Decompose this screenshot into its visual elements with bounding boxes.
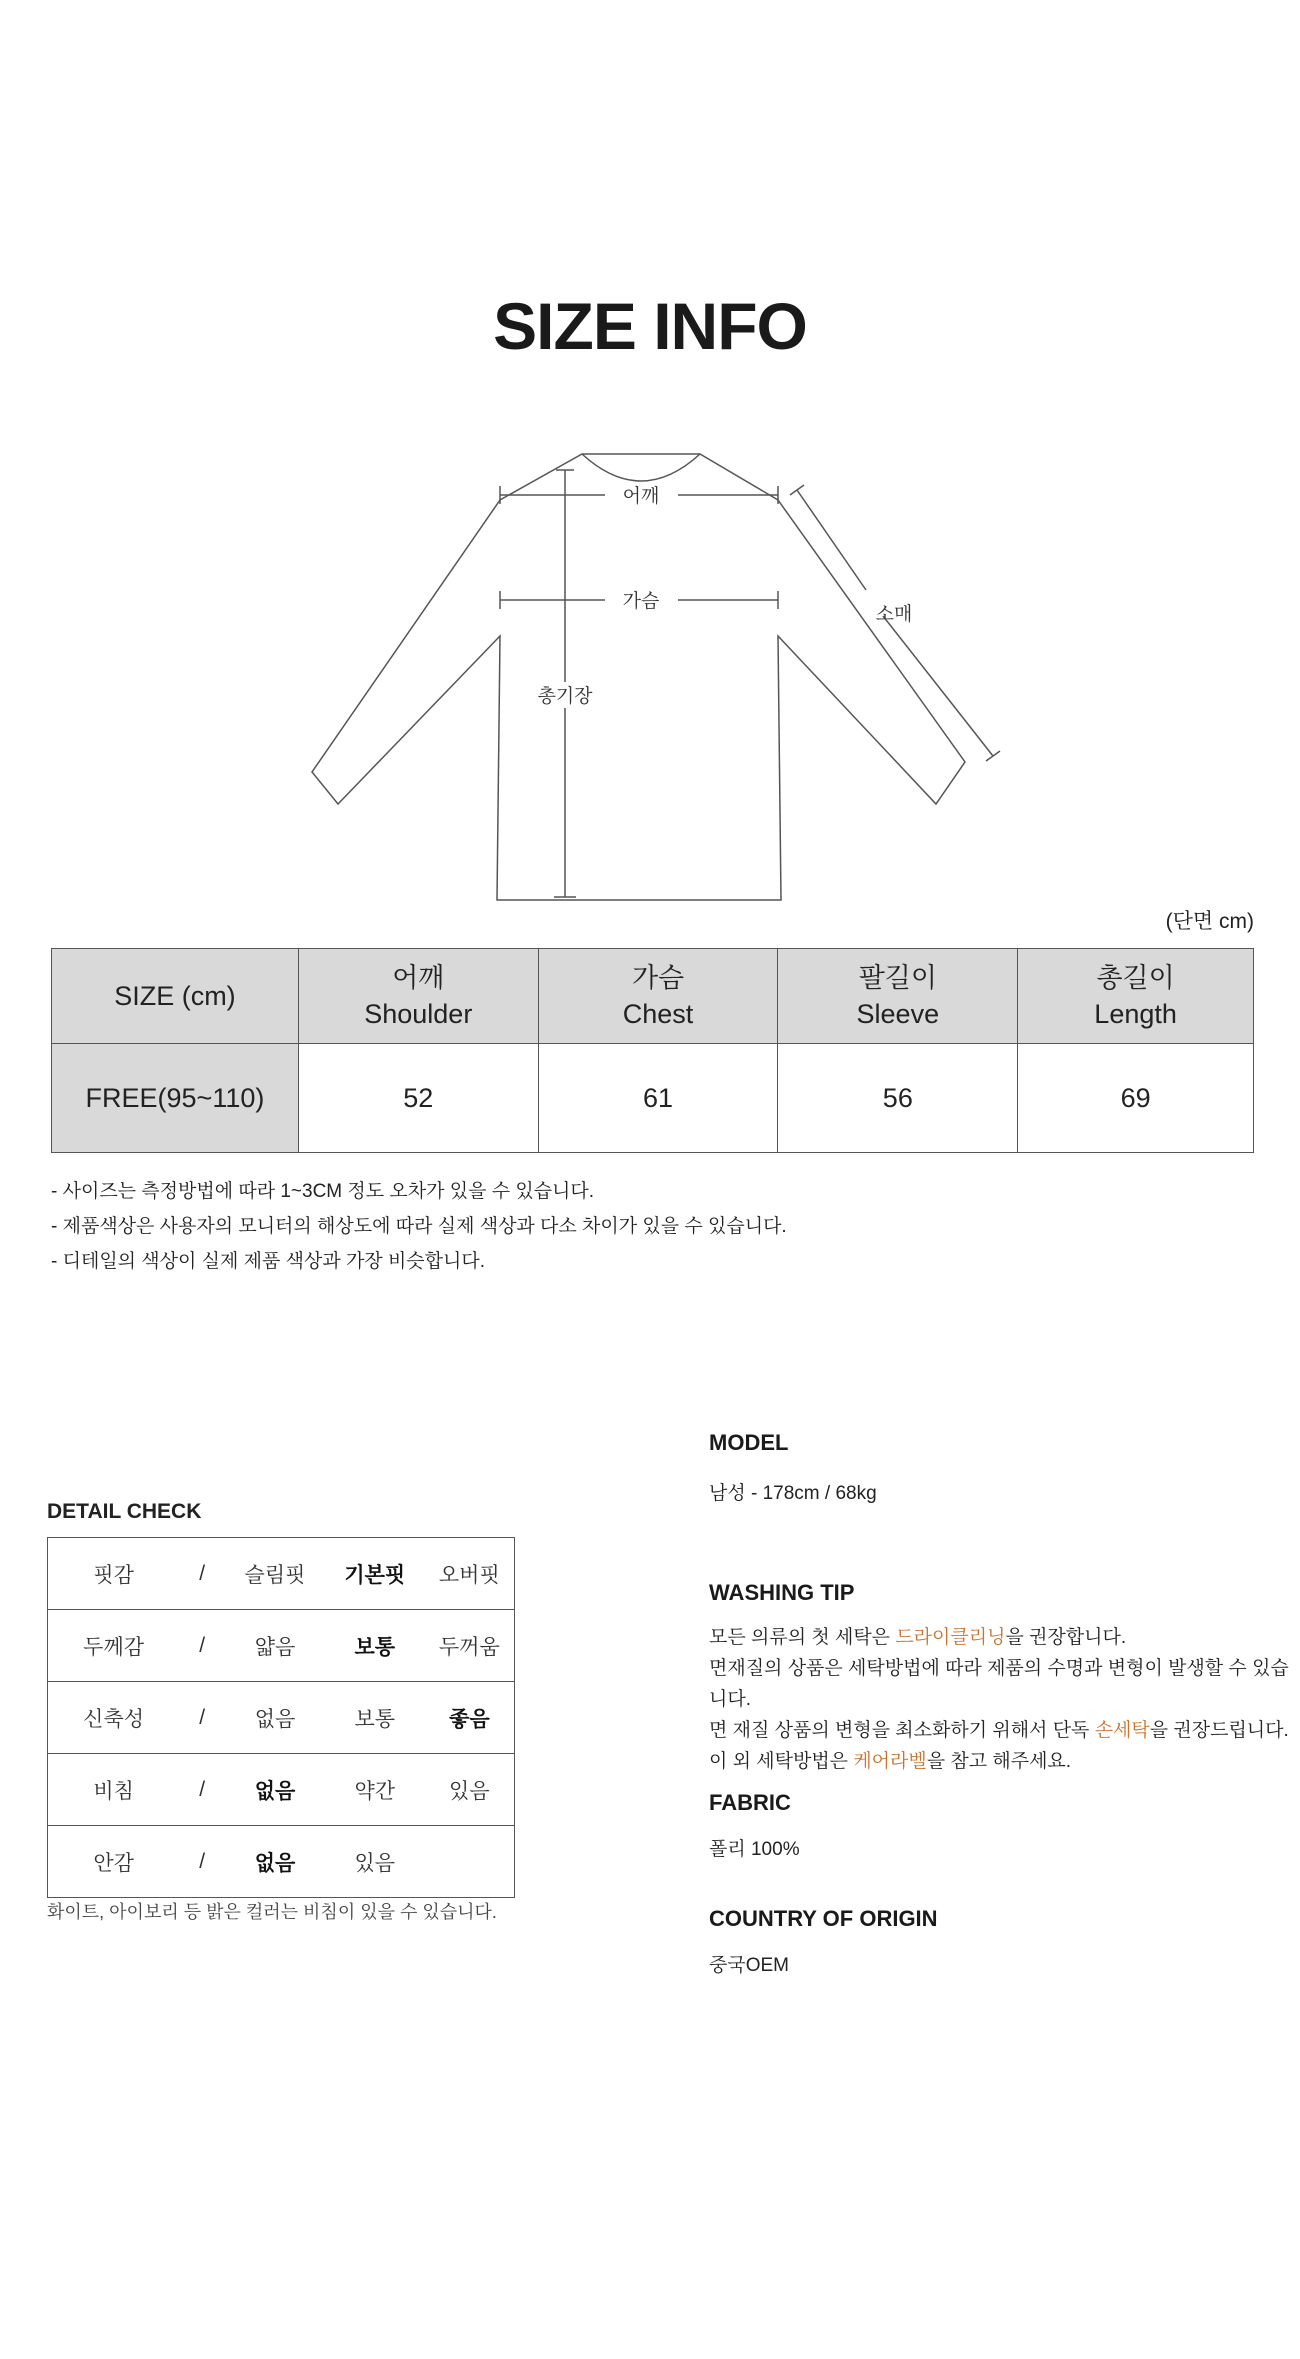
header-shoulder: 어깨 Shoulder	[298, 949, 538, 1044]
detail-label: 두께감	[48, 1610, 180, 1682]
chest-value: 61	[538, 1044, 778, 1153]
header-sleeve: 팔길이 Sleeve	[778, 949, 1018, 1044]
fabric-section	[709, 1790, 800, 1865]
detail-option-selected: 좋음	[425, 1682, 515, 1754]
detail-option	[425, 1826, 515, 1898]
washing-title: WASHING TIP	[709, 1580, 855, 1605]
shoulder-value: 52	[298, 1044, 538, 1153]
origin-text: 중국OEM	[709, 1955, 789, 1976]
detail-row	[48, 1754, 515, 1826]
model-text: 남성 - 178cm / 68kg	[709, 1483, 877, 1504]
neckline	[582, 454, 700, 481]
detail-option-selected: 없음	[225, 1754, 325, 1826]
detail-option: 슬림핏	[225, 1538, 325, 1610]
note-item: - 사이즈는 측정방법에 따라 1~3CM 정도 오차가 있을 수 있습니다.	[51, 1181, 595, 1202]
garment-outline	[312, 454, 965, 900]
detail-option: 얇음	[225, 1610, 325, 1682]
detail-row	[48, 1610, 515, 1682]
highlight-text: 케어라벨	[853, 1751, 927, 1772]
washing-line: 이 외 세탁방법은 케어라벨을 참고 해주세요.	[709, 1751, 1072, 1772]
note-item: - 제품색상은 사용자의 모니터의 해상도에 따라 실제 색상과 다소 차이가 있을 수 있습니다.	[51, 1216, 787, 1237]
model-section	[709, 1430, 877, 1509]
detail-option-selected: 기본핏	[325, 1538, 425, 1610]
size-table	[51, 948, 1254, 1153]
fabric-title: FABRIC	[709, 1790, 791, 1815]
length-label: 총기장	[537, 686, 593, 707]
chest-label: 가슴	[622, 591, 660, 612]
detail-label: 핏감	[48, 1538, 180, 1610]
length-value: 69	[1018, 1044, 1254, 1153]
detail-option: 오버핏	[425, 1538, 515, 1610]
detail-row	[48, 1826, 515, 1898]
detail-option: 두꺼움	[425, 1610, 515, 1682]
detail-option: 있음	[354, 1851, 396, 1875]
header-chest: 가슴 Chest	[538, 949, 778, 1044]
detail-separator: /	[179, 1682, 225, 1754]
detail-option: 보통	[325, 1682, 425, 1754]
washing-line: 모든 의류의 첫 세탁은 드라이클리닝을 권장합니다.	[709, 1627, 1127, 1648]
detail-row	[48, 1538, 515, 1610]
detail-check-title: DETAIL CHECK	[47, 1500, 202, 1523]
origin-section	[709, 1906, 938, 1981]
detail-separator: /	[179, 1754, 225, 1826]
garment-diagram	[300, 440, 1020, 910]
origin-title: COUNTRY OF ORIGIN	[709, 1906, 938, 1931]
sleeve-line-bottom	[883, 616, 993, 756]
shoulder-label: 어깨	[622, 486, 660, 507]
detail-label: 신축성	[48, 1682, 180, 1754]
sleeve-label: 소매	[875, 604, 913, 625]
highlight-text: 손세탁	[1094, 1720, 1150, 1741]
table-row	[52, 1044, 1254, 1153]
detail-option: 약간	[325, 1754, 425, 1826]
note-item: - 디테일의 색상이 실제 제품 색상과 가장 비슷합니다.	[51, 1251, 485, 1272]
detail-separator: /	[179, 1538, 225, 1610]
detail-separator: /	[179, 1610, 225, 1682]
header-length: 총길이 Length	[1018, 949, 1254, 1044]
washing-section	[709, 1580, 1300, 1777]
detail-option-selected: 보통	[325, 1610, 425, 1682]
detail-separator: /	[199, 1849, 206, 1873]
detail-option: 없음	[225, 1682, 325, 1754]
model-title: MODEL	[709, 1430, 789, 1455]
sleeve-value: 56	[778, 1044, 1018, 1153]
size-notes	[51, 1176, 787, 1281]
detail-label: 안감	[93, 1851, 134, 1875]
size-table-header	[52, 949, 1254, 1044]
detail-check-table	[47, 1537, 515, 1898]
detail-row	[48, 1682, 515, 1754]
size-cell: FREE(95~110)	[52, 1044, 299, 1153]
highlight-text: 드라이클리닝	[895, 1627, 1006, 1648]
washing-line: 면 재질 상품의 변형을 최소화하기 위해서 단독 손세탁을 권장드립니다.	[709, 1720, 1289, 1741]
washing-line: 면재질의 상품은 세탁방법에 따라 제품의 수명과 변형이 발생할 수 있습니다.	[709, 1658, 1289, 1710]
detail-option-selected: 없음	[254, 1851, 296, 1875]
fabric-text: 폴리 100%	[709, 1839, 800, 1860]
detail-label: 비침	[48, 1754, 180, 1826]
unit-note: (단면 cm)	[1165, 910, 1254, 933]
detail-option: 있음	[425, 1754, 515, 1826]
page-title: SIZE INFO	[493, 289, 807, 363]
detail-note: 화이트, 아이보리 등 밝은 컬러는 비침이 있을 수 있습니다.	[47, 1902, 497, 1922]
header-size: SIZE (cm)	[52, 949, 299, 1044]
